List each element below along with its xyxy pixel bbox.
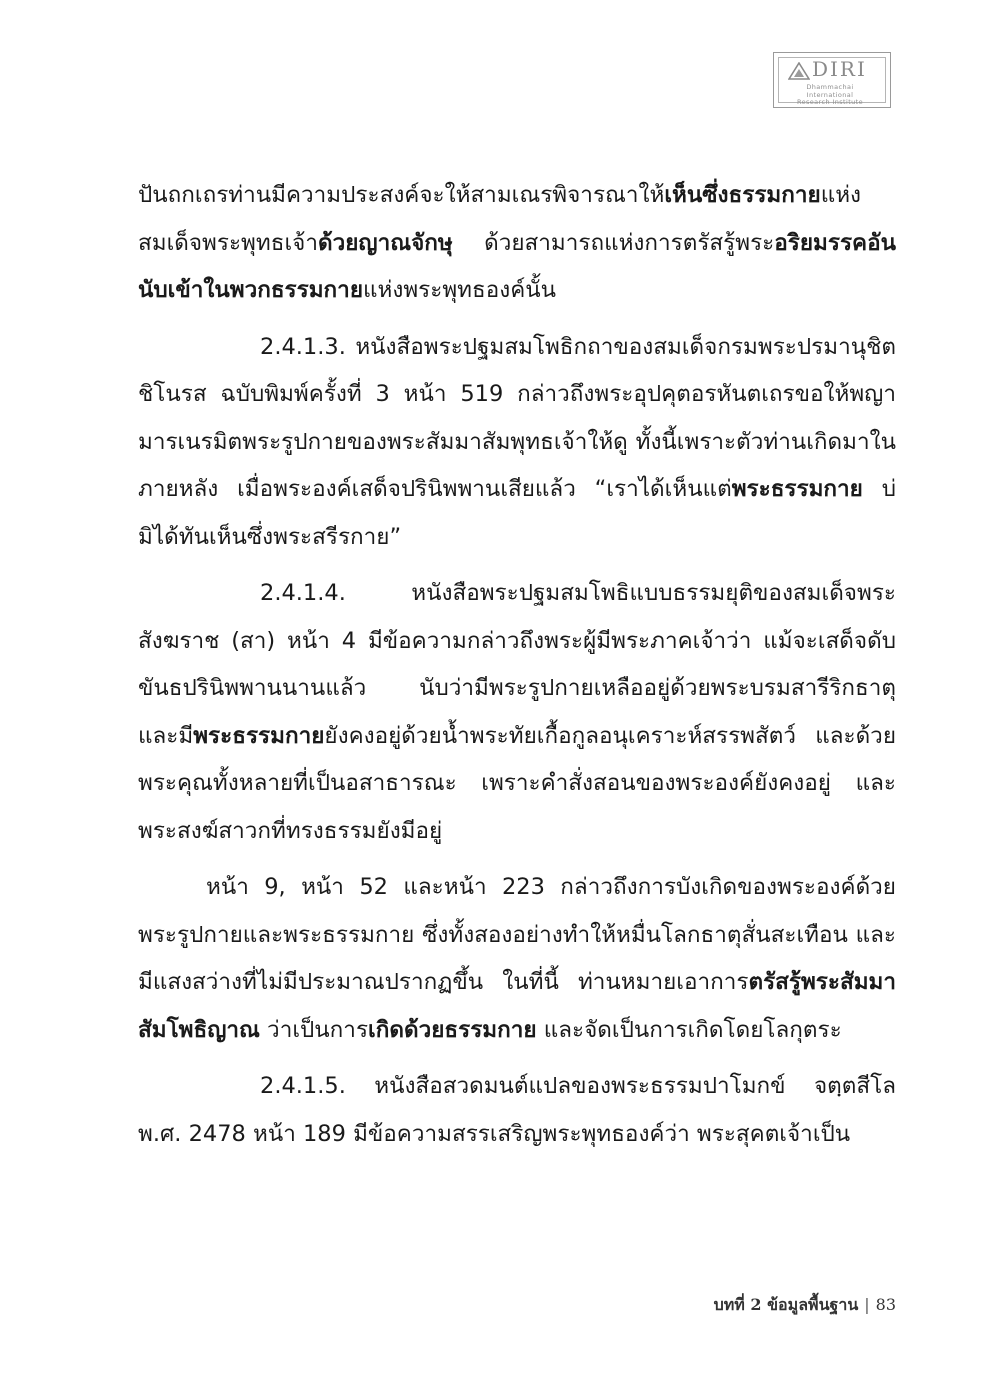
p1-bold-2: ด้วยญาณจักษุ (317, 229, 453, 256)
p2-text-2: บ่มิได้ทันเห็นซึ่งพระสรีรกาย” (138, 476, 896, 550)
logo-subtitle-line1: Dhammachai International (806, 83, 854, 99)
p1-bold-3: อริยมรรคอันนับเข้าในพวกธรรมกาย (138, 229, 896, 303)
p3-text-2: ยังคงอยู่ด้วยน้ำพระทัยเกื้อกูลอนุเคราะห์สรรพสัตว์ และด้วยพระคุณทั้งหลายที่เป็นอสาธารณะ เพราะคำสั่งสอนของพระองค์ยังคงอยู่ และพระสงฆ์สาวกที่ทรงธรรมยังมีอยู่ (138, 722, 896, 844)
triangle-logo-icon (788, 62, 810, 80)
p1-bold-1: เห็นซึ่งธรรมกาย (664, 182, 821, 208)
p1-text-4: แห่งพระพุทธองค์นั้น (363, 277, 557, 303)
p4-text-3: และจัดเป็นการเกิดโดยโลกุตระ (536, 1016, 842, 1043)
logo-name: DIRI (812, 57, 867, 81)
footer-separator: | (864, 1295, 870, 1314)
paragraph-2 (138, 324, 896, 562)
paragraph-3 (138, 570, 896, 855)
p4-text-1: หน้า 9, หน้า 52 และหน้า 223 กล่าวถึงการบังเกิดของพระองค์ด้วยพระรูปกายและพระธรรมกาย ซึ่งทั้งสองอย่างทำให้หมื่นโลกธาตุสั่นสะเทือน และมีแสงสว่างที่ไม่มีประมาณปรากฏขึ้น ในที่นี้ ท่านหมายเอาการ (138, 874, 896, 995)
paragraph-4 (138, 864, 896, 1054)
p2-text-1: 2.4.1.3. หนังสือพระปฐมสมโพธิกถาของสมเด็จกรมพระปรมานุชิตชิโนรส ฉบับพิมพ์ครั้งที่ 3 หน้า 519 กล่าวถึงพระอุปคุตอรหันตเถรขอให้พญามารเนรมิตพระรูปกายของพระสัมมาสัมพุทธเจ้าให้ดู ทั้งนี้เพราะตัวท่านเกิดมาในภายหลัง เมื่อพระองค์เสด็จปรินิพพานเสียแล้ว “เราได้เห็นแต่ (138, 333, 896, 502)
logo-subtitle (792, 84, 868, 107)
page-number: 83 (875, 1295, 896, 1314)
p1-text-2: แห่งสมเด็จพระพุทธเจ้า (138, 182, 862, 256)
p1-text-3: ด้วยสามารถแห่งการตรัสรู้พระ (452, 229, 775, 256)
paragraph-5 (138, 1063, 896, 1158)
diri-logo (773, 52, 891, 108)
p4-bold-2: เกิดด้วยธรรมกาย (368, 1016, 537, 1043)
p4-text-2: ว่าเป็นการ (259, 1016, 369, 1043)
chapter-title: บทที่ 2 ข้อมูลพื้นฐาน (713, 1295, 859, 1314)
p3-text-1: 2.4.1.4. หนังสือพระปฐมสมโพธิแบบธรรมยุติของสมเด็จพระสังฆราช (สา) หน้า 4 มีข้อความกล่าวถึงพระผู้มีพระภาคเจ้าว่า แม้จะเสด็จดับขันธปรินิพพานนานแล้ว นับว่ามีพระรูปกายเหลืออยู่ด้วยพระบรมสารีริกธาตุ และมี (138, 580, 896, 749)
page-footer (714, 1293, 896, 1318)
paragraph-1 (138, 172, 896, 315)
p4-bold-1: ตรัสรู้พระสัมมาสัมโพธิญาณ (138, 969, 896, 1043)
p3-bold-1: พระธรรมกาย (193, 722, 325, 749)
p1-text-1: ปันถกเถรท่านมีความประสงค์จะให้สามเณรพิจารณาให้ (138, 182, 665, 208)
logo-subtitle-line2: Research Institute (796, 98, 864, 106)
p2-bold-1: พระธรรมกาย (731, 476, 863, 502)
p5-text-1: 2.4.1.5. หนังสือสวดมนต์แปลของพระธรรมปาโมกข์ จตฺตสีโล พ.ศ. 2478 หน้า 189 มีข้อความสรรเสริญพระพุทธองค์ว่า พระสุคตเจ้าเป็น (138, 1073, 896, 1147)
document-body (138, 172, 896, 1158)
